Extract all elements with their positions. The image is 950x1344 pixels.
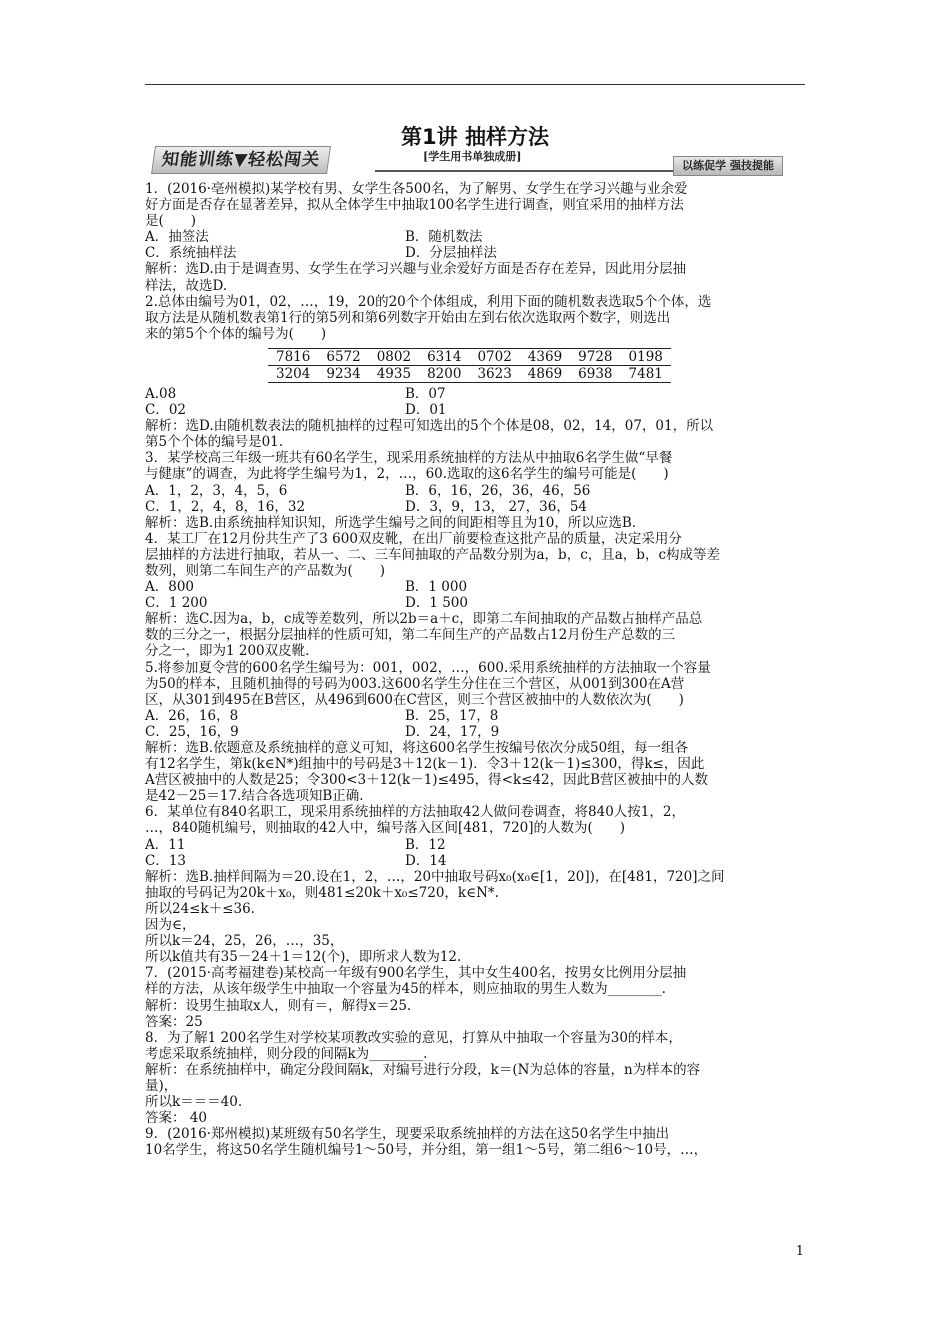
question-7	[145, 965, 808, 1029]
option-c: C．25，16，9	[145, 723, 239, 740]
option-d: D．3，9，13， 27，36，54	[405, 498, 588, 515]
option-c: C．1，2，4，8，16，32	[145, 498, 306, 515]
question-line: …，840随机编号，则抽取的42人中，编号落入区间[481，720]的人数为( )	[145, 820, 626, 837]
options-row	[145, 853, 808, 869]
answer-line: 数的三分之一，根据分层抽样的性质可知，第二车间生产的产品数占12月份生产总数的三	[145, 627, 676, 644]
answer-line: 分之一，即为1 200双皮靴.	[145, 643, 310, 660]
option-a: A．800	[145, 579, 195, 596]
answer-line: 答案：25	[145, 1013, 203, 1030]
exercise-content	[145, 181, 808, 1158]
options-row	[145, 837, 808, 853]
answer-line: 解析：选D.由随机数表法的随机抽样的过程可知选出的5个个体是08，02，14，07，01，所以	[145, 418, 714, 435]
answer-line: 解析：选B.依题意及系统抽样的意义可知，将这600名学生按编号依次分成50组，每一组各	[145, 740, 689, 756]
table-cell: 9234	[318, 365, 368, 382]
options-row	[145, 724, 808, 740]
answer-line: 量)，	[145, 1077, 178, 1094]
option-a: A．11	[145, 836, 186, 853]
question-line: 为50的样本，且随机抽得的号码为003.这600名学生分住在三个营区，从001到300在A营	[145, 675, 685, 692]
page-title: 第1讲 抽样方法	[401, 125, 549, 149]
answer-line: 解析：选D.由于是调查男、女学生在学习兴趣与业余爱好方面是否存在差异，因此用分层抽	[145, 261, 687, 278]
options-row	[145, 402, 808, 418]
option-b: B．12	[405, 836, 446, 853]
question-line: 是( )	[145, 213, 197, 230]
table-cell: 0702	[469, 348, 519, 365]
answer-line: 所以k＝＝＝40.	[145, 1094, 243, 1111]
table-cell: 6938	[570, 365, 620, 382]
option-c: C．1 200	[145, 595, 208, 612]
question-2	[145, 294, 808, 451]
question-4	[145, 531, 808, 660]
options-row	[145, 245, 808, 261]
question-line: 1．(2016·亳州模拟)某学校有男、女学生各500名，为了解男、女学生在学习兴趣与业余爱	[145, 181, 688, 197]
question-line: 9．(2016·郑州模拟)某班级有50名学生，现要采取系统抽样的方法在这50名学生中抽出	[145, 1126, 670, 1143]
question-line: 8．为了解1 200名学生对学校某项教改实验的意见，打算从中抽取一个容量为30的样本，	[145, 1029, 682, 1046]
option-a: A．抽签法	[145, 229, 209, 246]
question-line: 5.将参加夏令营的600名学生编号为：001，002，…，600.采用系统抽样的方法抽取一个容量	[145, 659, 711, 676]
option-a: A．1，2，3，4，5，6	[145, 482, 288, 499]
table-cell: 6572	[318, 348, 368, 365]
answer-line: 解析：设男生抽取x人，则有＝，解得x＝25.	[145, 997, 412, 1014]
question-line: 区，从301到495在B营区，从496到600在C营区，则三个营区被抽中的人数依次为( )	[145, 691, 684, 708]
option-b: B．25，17，8	[405, 707, 499, 724]
answer-line: 解析：选B.由系统抽样知识知，所选学生编号之间的间距相等且为10，所以应选B.	[145, 514, 637, 531]
question-line: 考虑采取系统抽样，则分段的间隔k为________.	[145, 1045, 428, 1062]
answer-line: 是42－25＝17.结合各选项知B正确.	[145, 788, 364, 805]
table-cell: 4935	[369, 365, 419, 382]
table-cell: 7481	[621, 365, 671, 382]
options-row	[145, 499, 808, 515]
random-number-table	[268, 348, 671, 383]
option-d: D．1 500	[405, 595, 468, 612]
question-line: 6．某单位有840名职工，现采用系统抽样的方法抽取42人做问卷调查，将840人按1，2，	[145, 804, 685, 821]
header-rule	[145, 84, 805, 85]
option-a: A．26，16，8	[145, 707, 239, 724]
option-d: D．24，17，9	[405, 723, 500, 740]
options-row	[145, 483, 808, 499]
option-c: C．02	[145, 402, 187, 419]
banner-heading: 知能训练▼轻松闯关	[151, 146, 331, 174]
answer-line: 所以k值共有35－24＋1＝12(个)，即所求人数为12.	[145, 949, 462, 966]
answer-line: 第5个个体的编号是01.	[145, 434, 284, 451]
options-row	[145, 708, 808, 724]
question-line: 层抽样的方法进行抽取，若从一、二、三车间抽取的产品数分别为a，b，c，且a，b，c构成等差	[145, 546, 721, 563]
question-line: 10名学生，将这50名学生随机编号1～50号，并分组，第一组1～5号，第二组6～10号，…，	[145, 1142, 708, 1159]
option-b: B．随机数法	[405, 229, 483, 246]
question-line: 取方法是从随机数表第1行的第5列和第6列数字开始由左到右依次选取两个数字，则选出	[145, 309, 671, 326]
table-cell: 0198	[621, 348, 671, 365]
question-line: 7．(2015·高考福建卷)某校高一年级有900名学生，其中女生400名，按男女比例用分层抽	[145, 965, 687, 982]
option-b: B．6，16，26，36，46，56	[405, 482, 591, 499]
option-d: D．分层抽样法	[405, 245, 497, 262]
question-line: 2.总体由编号为01，02，…，19，20的20个个体组成，利用下面的随机数表选取5个个体，选	[145, 293, 712, 310]
answer-line: 因为∈，	[145, 917, 196, 934]
table-cell: 4869	[520, 365, 570, 382]
table-cell: 3623	[469, 365, 519, 382]
page-number: 1	[795, 1244, 804, 1259]
question-line: 与健康”的调查，为此将学生编号为1，2，…，60.选取的这6名学生的编号可能是( )	[145, 466, 669, 483]
table-cell: 8200	[419, 365, 469, 382]
option-d: D．01	[405, 402, 447, 419]
answer-line: 答案： 40	[145, 1110, 207, 1127]
question-8	[145, 1030, 808, 1127]
table-cell: 6314	[419, 348, 469, 365]
question-5	[145, 660, 808, 805]
option-a: A.08	[145, 385, 177, 402]
table-cell: 3204	[268, 365, 318, 382]
options-row	[145, 595, 808, 611]
question-line: 数列，则第二车间生产的产品数为( )	[145, 562, 386, 579]
table-cell: 0802	[369, 348, 419, 365]
question-1	[145, 181, 808, 294]
question-6	[145, 804, 808, 965]
options-row	[145, 229, 808, 245]
answer-line: 有12名学生，第k(k∈N*)组抽中的号码是3＋12(k－1)．令3＋12(k－1)≤300，得k≤，因此	[145, 756, 705, 773]
answer-line: 抽取的号码记为20k＋x₀，则481≤20k＋x₀≤720，k∈N*.	[145, 884, 499, 901]
answer-line: 解析：选C.因为a，b，c成等差数列，所以2b＝a＋c，即第二车间抽取的产品数占抽样产品总	[145, 611, 703, 628]
options-row	[145, 579, 808, 595]
banner-subtitle: [学生用书单独成册]	[423, 150, 522, 163]
answer-line: 样法，故选D.	[145, 277, 228, 294]
answer-line: 所以24≤k＋≤36.	[145, 900, 255, 917]
question-line: 来的第5个个体的编号为( )	[145, 325, 327, 342]
question-line: 好方面是否存在显著差异，拟从全体学生中抽取100名学生进行调查，则宜采用的抽样方法	[145, 197, 684, 214]
table-cell: 4369	[520, 348, 570, 365]
option-b: B．07	[405, 385, 446, 402]
option-c: C．13	[145, 852, 187, 869]
answer-line: 解析：在系统抽样中，确定分段间隔k，对编号进行分段，k＝(N为总体的容量，n为样本的容	[145, 1061, 701, 1078]
table-cell: 7816	[268, 348, 318, 365]
section-banner	[145, 146, 805, 176]
banner-tag: 以练促学 强技提能	[673, 156, 783, 176]
question-line: 4．某工厂在12月份共生产了3 600双皮靴，在出厂前要检查这批产品的质量，决定采用分	[145, 530, 682, 547]
options-row	[145, 386, 808, 402]
table-cell: 9728	[570, 348, 620, 365]
answer-line: A营区被抽中的人数是25；令300<3＋12(k－1)≤495，得<k≤42，因此B营区被抽中的人数	[145, 772, 709, 789]
answer-line: 解析：选B.抽样间隔为＝20.设在1，2，…，20中抽取号码x₀(x₀∈[1，20])，在[481，720]之间	[145, 868, 725, 885]
question-3	[145, 450, 808, 530]
question-line: 样的方法，从该年级学生中抽取一个容量为45的样本，则应抽取的男生人数为________.	[145, 981, 666, 998]
table-row	[268, 365, 671, 382]
option-c: C．系统抽样法	[145, 245, 237, 262]
option-d: D．14	[405, 852, 447, 869]
question-line: 3．某学校高三年级一班共有60名学生，现采用系统抽样的方法从中抽取6名学生做“早餐	[145, 450, 673, 467]
option-b: B．1 000	[405, 579, 468, 596]
table-row	[268, 348, 671, 365]
answer-line: 所以k＝24，25，26，…，35，	[145, 933, 344, 950]
question-9	[145, 1126, 808, 1158]
